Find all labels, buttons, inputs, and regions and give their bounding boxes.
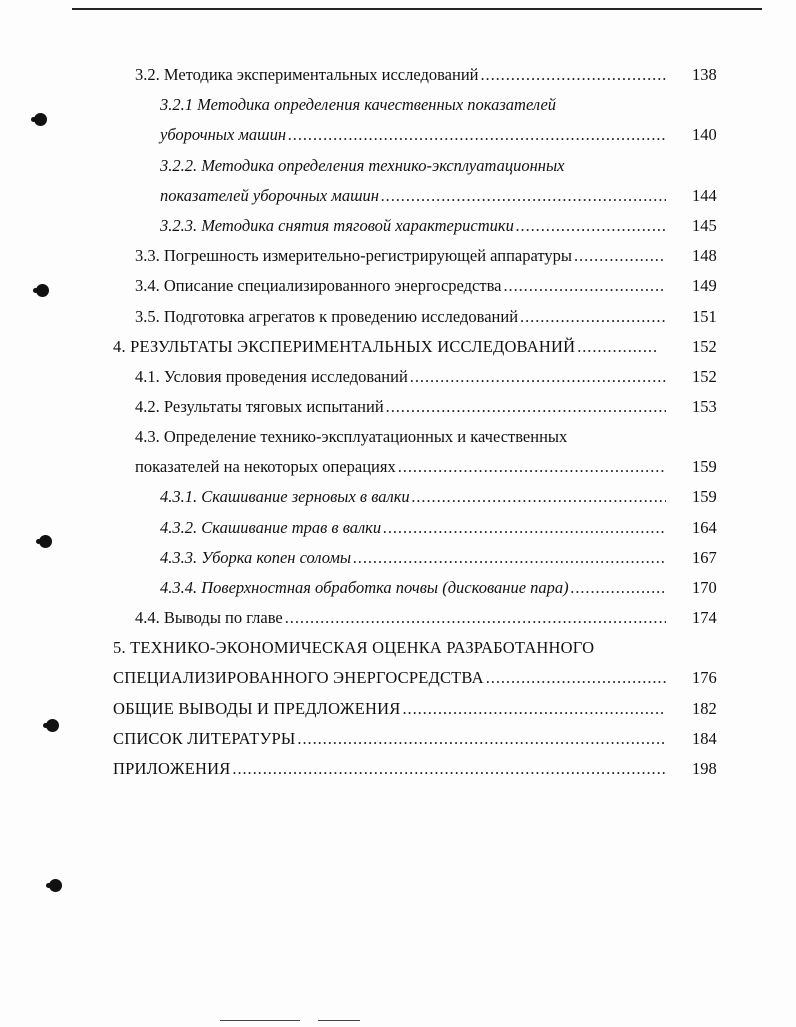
toc-entry-text: 4. РЕЗУЛЬТАТЫ ЭКСПЕРИМЕНТАЛЬНЫХ ИССЛЕДОВАНИЙ (113, 337, 576, 356)
toc-page-number: 159 (692, 487, 717, 506)
toc-entry-text: показателей на некоторых операциях (135, 457, 396, 476)
toc-page-number: 149 (692, 276, 717, 295)
toc-page-number: 164 (692, 518, 717, 537)
bottom-rule (220, 1020, 300, 1021)
toc-page-row (0, 696, 796, 722)
toc-page-number: 148 (692, 246, 717, 265)
toc-entry-text: 5. ТЕХНИКО-ЭКОНОМИЧЕСКАЯ ОЦЕНКА РАЗРАБОТАННОГО (113, 638, 595, 657)
toc-page-number: 176 (692, 668, 717, 687)
toc-page-row (0, 575, 796, 601)
toc-page-row (0, 334, 796, 360)
toc-page-number: 153 (692, 397, 717, 416)
toc-page-row (0, 364, 796, 390)
toc-page-row (0, 62, 796, 88)
toc-page-row (0, 665, 796, 691)
toc-page-row (0, 484, 796, 510)
toc-page-row (0, 243, 796, 269)
toc-entry (160, 92, 680, 118)
toc-page-number: 198 (692, 759, 717, 778)
toc-entry-text: 4.3.3. Уборка копен соломы (160, 548, 352, 567)
toc-entry-text: 4.1. Условия проведения исследований (135, 367, 408, 386)
toc-page-number: 138 (692, 65, 717, 84)
toc-entry-text: 3.4. Описание специализированного энергосредства (135, 276, 502, 295)
toc-page-row (0, 304, 796, 330)
toc-page-number: 184 (692, 729, 717, 748)
toc-entry (135, 424, 675, 450)
toc-entry-text: 4.3.1. Скашивание зерновых в валки (160, 487, 410, 506)
toc-entry (160, 153, 680, 179)
toc-page-row (0, 545, 796, 571)
toc-entry-text: 3.2.1 Методика определения качественных показателей (160, 95, 557, 114)
toc-page-number: 145 (692, 216, 717, 235)
toc-page-row (0, 756, 796, 782)
toc-page-row (0, 122, 796, 148)
toc-page-row (0, 454, 796, 480)
toc-page-row (0, 213, 796, 239)
toc-entry-text: СПИСОК ЛИТЕРАТУРЫ (113, 729, 296, 748)
toc-entry-text: 4.4. Выводы по главе (135, 608, 283, 627)
toc-entry-text: 4.3.2. Скашивание трав в валки (160, 518, 382, 537)
punch-hole-5 (49, 879, 62, 892)
toc-page-number: 182 (692, 699, 717, 718)
toc-page-row (0, 605, 796, 631)
toc-page-row (0, 394, 796, 420)
toc-page-number: 144 (692, 186, 717, 205)
toc-page-row (0, 515, 796, 541)
toc-page-number: 167 (692, 548, 717, 567)
toc-page-row (0, 726, 796, 752)
toc-entry-text: 4.3. Определение технико-эксплуатационных и качественных (135, 427, 568, 446)
toc-page-row (0, 183, 796, 209)
toc-entry-text: 3.5. Подготовка агрегатов к проведению исследований (135, 307, 519, 326)
toc-entry-text: уборочных машин (160, 125, 287, 144)
toc-page-number: 174 (692, 608, 717, 627)
toc-entry-text: 3.2.3. Методика снятия тяговой характеристики (160, 216, 514, 235)
toc-entry-text: ОБЩИЕ ВЫВОДЫ И ПРЕДЛОЖЕНИЯ (113, 699, 401, 718)
toc-entry-text: 4.3.4. Поверхностная обработка почвы (дискование пара) (160, 578, 569, 597)
toc-page-row (0, 273, 796, 299)
toc-page-number: 151 (692, 307, 717, 326)
toc-entry-text: 3.2. Методика экспериментальных исследований (135, 65, 479, 84)
toc-entry-text: показателей уборочных машин (160, 186, 379, 205)
toc-page-number: 152 (692, 337, 717, 356)
bottom-rule (318, 1020, 360, 1021)
toc-page-number: 152 (692, 367, 717, 386)
toc-entry-text: ПРИЛОЖЕНИЯ (113, 759, 231, 778)
toc-entry (113, 635, 683, 661)
top-rule (72, 8, 762, 10)
toc-entry-text: 3.3. Погрешность измерительно-регистрирующей аппаратуры (135, 246, 572, 265)
toc-entry-text: 4.2. Результаты тяговых испытаний (135, 397, 384, 416)
toc-page-number: 170 (692, 578, 717, 597)
toc-page-number: 140 (692, 125, 717, 144)
toc-entry-text: 3.2.2. Методика определения технико-эксплуатационных (160, 156, 565, 175)
toc-entry-text: СПЕЦИАЛИЗИРОВАННОГО ЭНЕРГОСРЕДСТВА (113, 668, 484, 687)
toc-page-number: 159 (692, 457, 717, 476)
